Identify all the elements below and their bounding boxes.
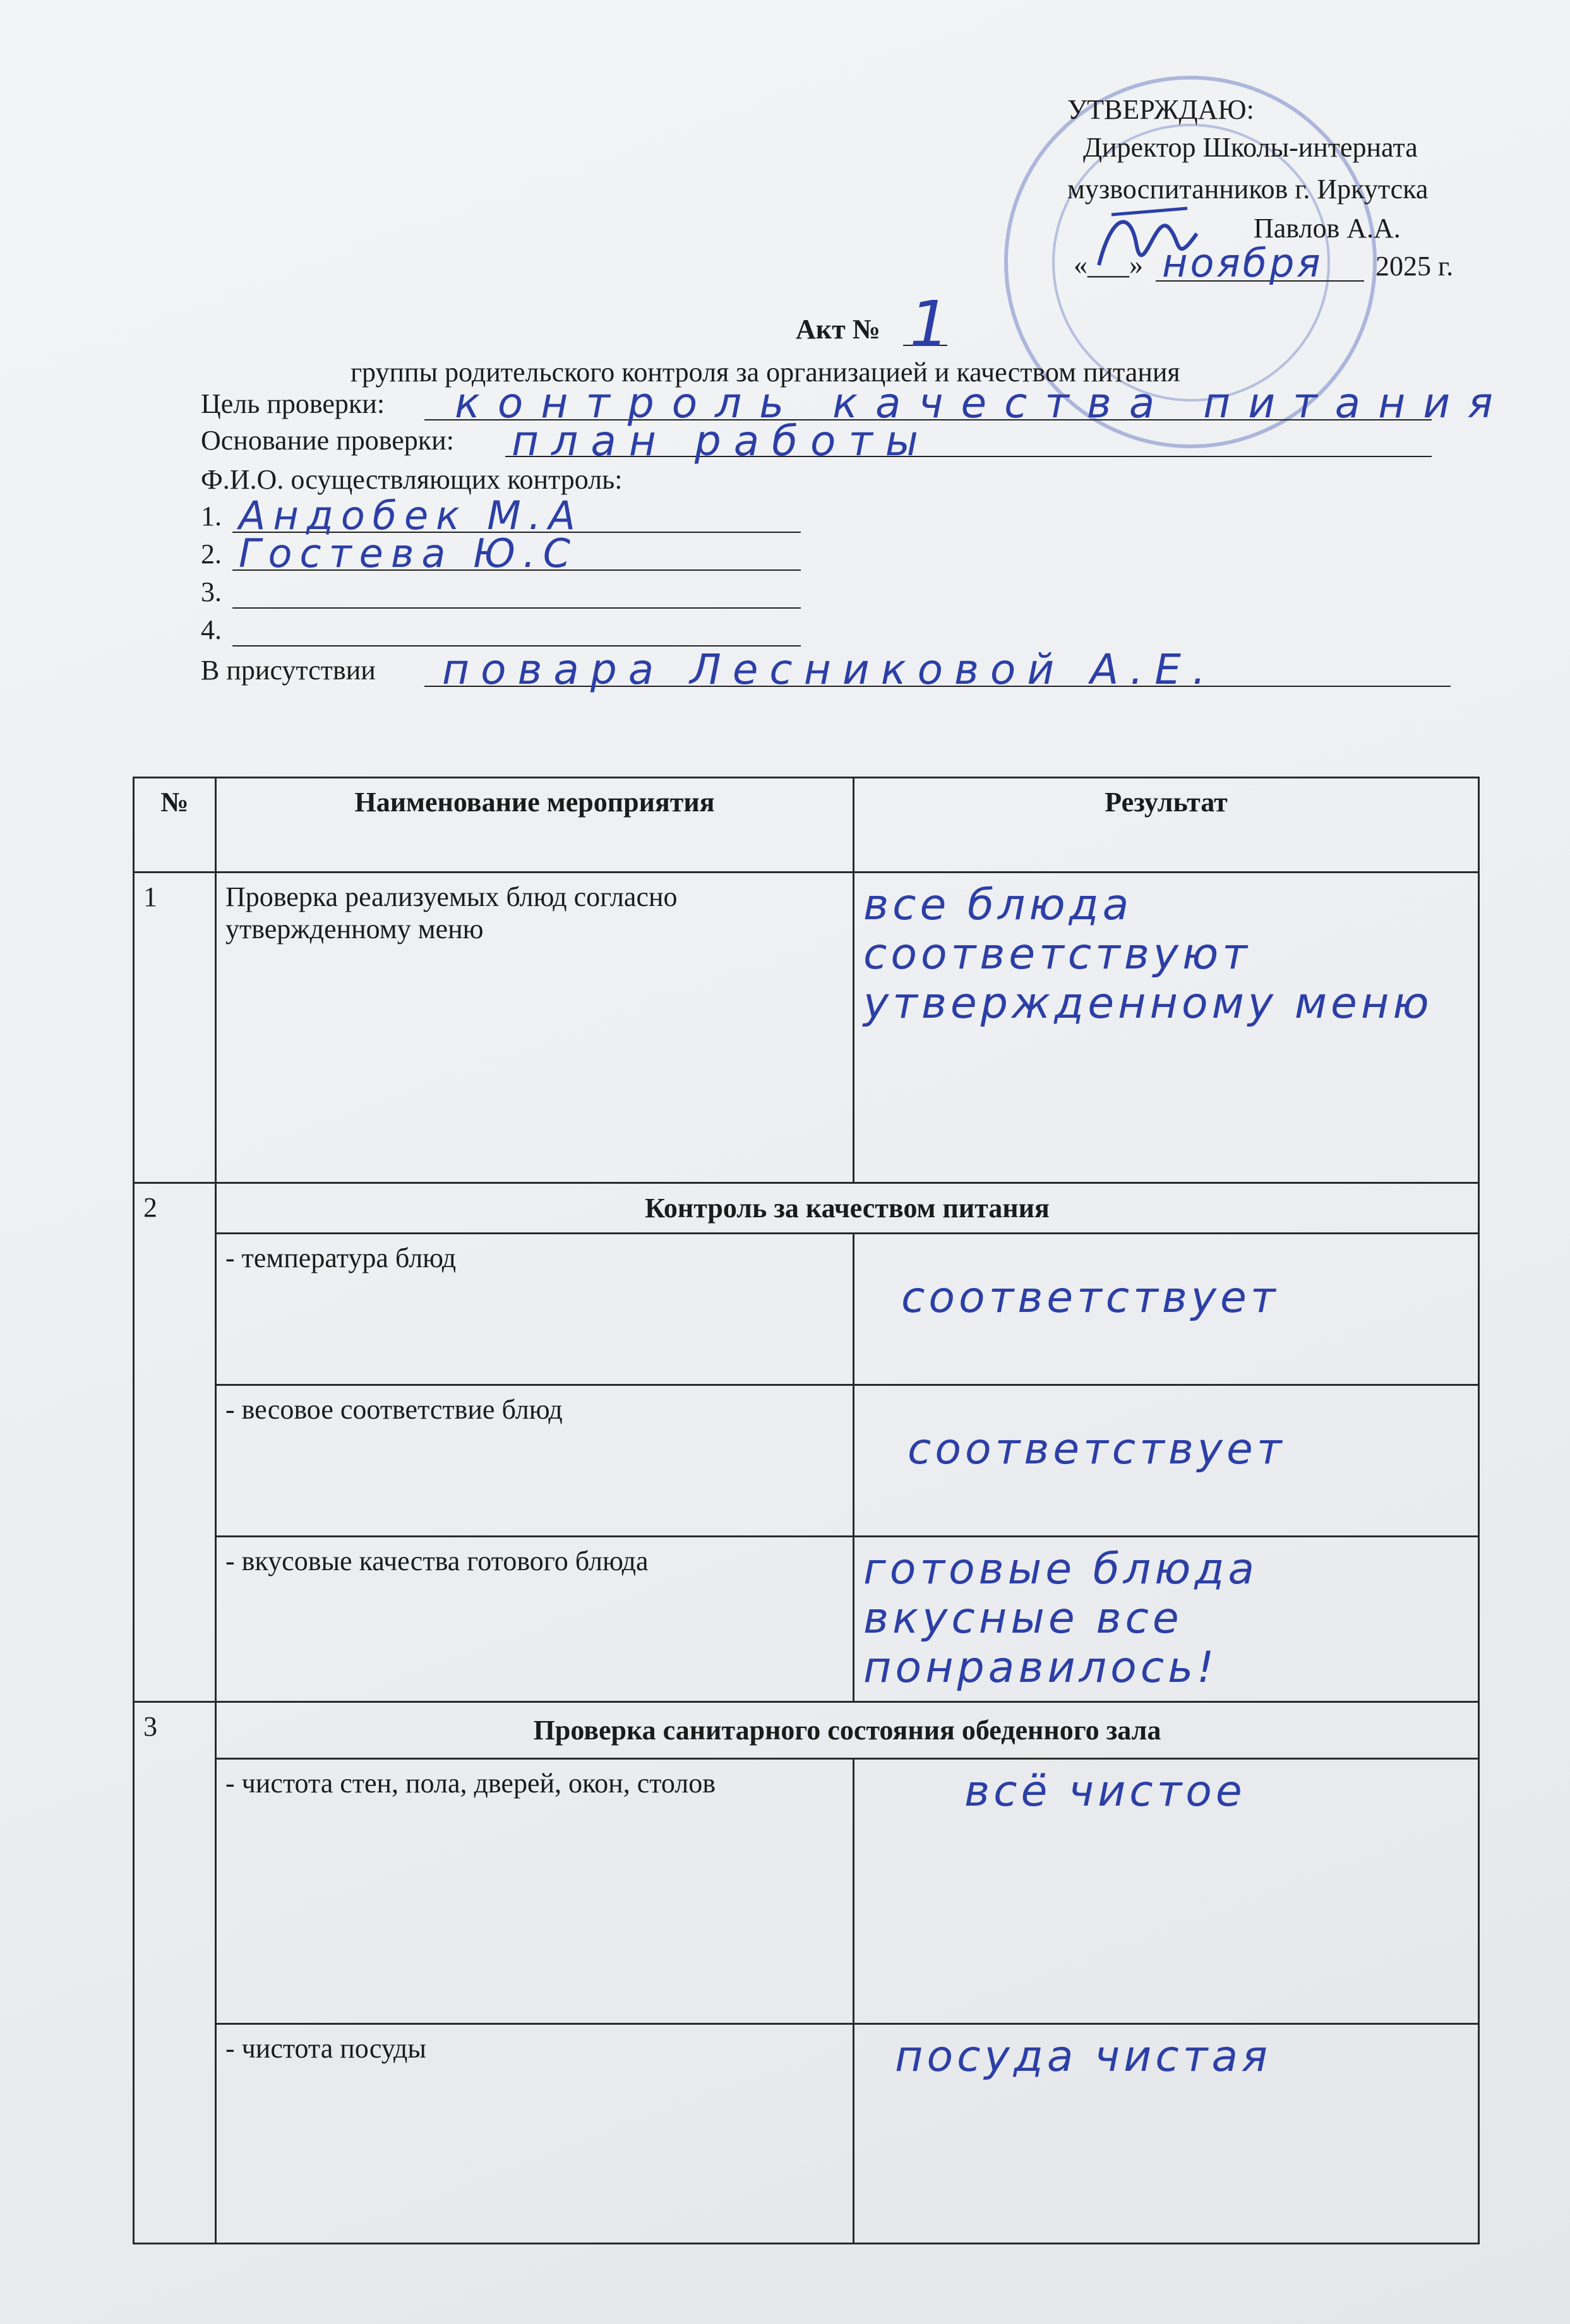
table-header-row <box>134 778 1479 873</box>
row2c-name: - вкусовые качества готового блюда <box>216 1537 854 1702</box>
person-4-num: 4. <box>201 614 222 645</box>
person-3-underline <box>232 607 801 609</box>
row1-result <box>854 873 1479 1183</box>
row2b-result-hand: соответствует <box>908 1424 1286 1474</box>
row2b-name: - весовое соответствие блюд <box>216 1385 854 1537</box>
date-month-hand: ноября <box>1162 240 1323 286</box>
row3b-result <box>854 2023 1479 2243</box>
person-2-num: 2. <box>201 539 222 569</box>
row3a-result <box>854 1758 1479 2023</box>
goal-value: контроль качества питания <box>455 379 1511 427</box>
row1-num: 1 <box>134 873 216 1183</box>
row3b-name: - чистота посуды <box>216 2023 854 2243</box>
sect3-title: Проверка санитарного состояния обеденного зала <box>216 1701 1479 1758</box>
table-row <box>134 873 1479 1183</box>
row2a-name: - температура блюд <box>216 1234 854 1385</box>
persons-label: Ф.И.О. осуществляющих контроль: <box>201 464 623 495</box>
date-year: 2025 г. <box>1375 251 1454 282</box>
basis-value: план работы <box>512 417 931 465</box>
row3b-result-hand: посуда чистая <box>895 2031 1271 2082</box>
table-row <box>134 1758 1479 2023</box>
row2c-result-hand: готовые блюда вкусные все понравилось! <box>863 1544 1259 1693</box>
table-row <box>134 1234 1479 1385</box>
person-3-num: 3. <box>201 576 222 607</box>
row2a-result <box>854 1234 1479 1385</box>
presence-label: В присутствии <box>201 655 376 686</box>
person-2-name: Гостева Ю.С <box>239 530 578 576</box>
director-name: Павлов А.А. <box>1254 213 1401 244</box>
col-name-header: Наименование мероприятия <box>216 778 854 873</box>
sect3-num: 3 <box>134 1701 216 2243</box>
table-row <box>134 1537 1479 1702</box>
presence-value: повара Лесниковой А.Е. <box>442 645 1217 694</box>
row3a-name: - чистота стен, пола, дверей, окон, столов <box>216 1758 854 2023</box>
row2b-result <box>854 1385 1479 1537</box>
date-quotes: «___» <box>1074 249 1143 280</box>
basis-label: Основание проверки: <box>201 425 454 456</box>
goal-label: Цель проверки: <box>201 388 385 419</box>
act-label: Акт № <box>796 314 880 345</box>
row1-name: Проверка реализуемых блюд согласно утвержденному меню <box>216 873 854 1183</box>
sect2-num: 2 <box>134 1183 216 1702</box>
col-result-header: Результат <box>854 778 1479 873</box>
section-3-row <box>134 1701 1479 1758</box>
person-1-num: 1. <box>201 501 222 532</box>
control-table <box>133 777 1480 2244</box>
row2a-result-hand: соответствует <box>901 1273 1279 1323</box>
col-num-header: № <box>134 778 216 873</box>
director-line: Директор Школы-интерната <box>1083 132 1418 163</box>
approve-label: УТВЕРЖДАЮ: <box>1067 94 1254 125</box>
row1-result-hand: все блюда соответствуют утвержденному меню <box>863 880 1433 1029</box>
sect2-title: Контроль за качеством питания <box>216 1183 1479 1234</box>
row2c-result <box>854 1537 1479 1702</box>
act-subtitle: группы родительского контроля за организацией и качеством питания <box>351 357 1180 388</box>
person-1-name: Андобек М.А <box>239 492 583 539</box>
table-row <box>134 1385 1479 1537</box>
table-row <box>134 2023 1479 2243</box>
row3a-result-hand: всё чистое <box>964 1766 1246 1816</box>
org-line: музвоспитанников г. Иркутска <box>1067 174 1429 205</box>
section-2-row <box>134 1183 1479 1234</box>
act-number-hand: 1 <box>909 287 952 361</box>
